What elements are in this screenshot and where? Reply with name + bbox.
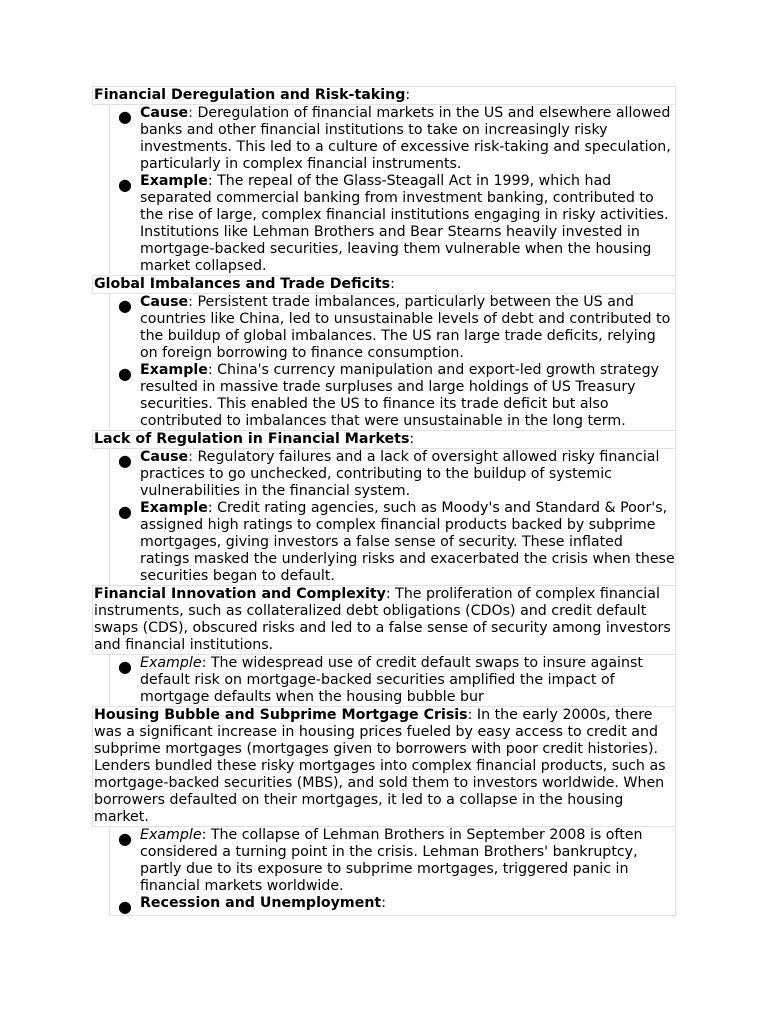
bullet-text	[140, 895, 675, 915]
bullet-dot-icon: ●	[118, 451, 132, 470]
bullet-dot-icon: ●	[118, 107, 132, 126]
section-title: Financial Deregulation and Risk-taking	[94, 87, 406, 103]
document-body	[92, 87, 676, 916]
bullet-body: : Persistent trade imbalances, particularly between the US and countries like China, led to unsustainable levels of debt and contributed to the buildup of global imbalances. The US ran large trade deficits, relying on foreign borrowing to finance consumption.	[140, 294, 671, 361]
bullet-list	[109, 448, 676, 586]
list-item	[110, 294, 675, 362]
bullet-body: : The widespread use of credit default swaps to insure against default risk on mortgage-backed securities amplified the impact of mortgage defaults when the housing bubble bur	[140, 655, 643, 705]
list-item	[110, 449, 675, 500]
bullet-body: : Credit rating agencies, such as Moody's and Standard & Poor's, assigned high ratings to complex financial products backed by subprime mortgages, giving investors a false sense of security. These inflated ratings masked the underlying risks and exacerbated the crisis when these securities began to default.	[140, 500, 675, 584]
list-item	[110, 362, 675, 430]
list-item	[110, 173, 675, 275]
bullet-dot-icon: ●	[118, 657, 132, 676]
section-heading	[92, 275, 676, 294]
section-intro: : In the early 2000s, there was a significant increase in housing prices fueled by easy access to credit and subprime mortgages (mortgages given to borrowers with poor credit histories). Lenders bundled these risky mortgages into complex financial products, such as mortgage-backed securities (MBS), and sold them to investors worldwide. When borrowers defaulted on their mortgages, it led to a collapse in the housing market.	[94, 707, 666, 825]
section-intro: : The proliferation of complex financial instruments, such as collateralized debt obligations (CDOs) and credit default swaps (CDS), obscured risks and led to a false sense of security among investors and financial institutions.	[94, 586, 671, 653]
section-title-suffix: :	[405, 87, 411, 103]
bullet-label: Example	[140, 173, 208, 189]
bullet-dot-icon: ●	[118, 175, 132, 194]
bullet-text	[140, 449, 675, 500]
bullet-body: :	[381, 895, 386, 911]
bullet-label: Recession and Unemployment	[140, 895, 382, 911]
section-heading	[92, 706, 676, 827]
section-title: Global Imbalances and Trade Deficits	[94, 276, 391, 292]
section-title: Financial Innovation and Complexity	[94, 586, 386, 602]
bullet-body: : Regulatory failures and a lack of oversight allowed risky financial practices to go unchecked, contributing to the buildup of systemic vulnerabilities in the financial system.	[140, 449, 660, 499]
bullet-text	[140, 173, 675, 275]
bullet-text	[140, 827, 675, 895]
bullet-text	[140, 655, 675, 706]
bullet-text	[140, 362, 675, 430]
bullet-list	[109, 293, 676, 431]
section-title-suffix: :	[390, 276, 395, 292]
section-title: Housing Bubble and Subprime Mortgage Crisis	[94, 707, 468, 723]
section-heading	[92, 430, 676, 449]
bullet-list	[109, 654, 676, 707]
bullet-dot-icon: ●	[118, 364, 132, 383]
bullet-label: Example	[140, 827, 202, 843]
bullet-dot-icon: ●	[118, 829, 132, 848]
bullet-label: Example	[140, 655, 202, 671]
bullet-dot-icon: ●	[118, 296, 132, 315]
bullet-body: : The repeal of the Glass-Steagall Act in 1999, which had separated commercial banking from investment banking, contributed to the rise of large, complex financial institutions engaging in risky activities. Institutions like Lehman Brothers and Bear Stearns heavily invested in mortgage-backed securities, leaving them vulnerable when the housing market collapsed.	[140, 173, 669, 274]
bullet-text	[140, 500, 675, 585]
bullet-label: Cause	[140, 105, 189, 121]
section-heading	[92, 86, 676, 105]
bullet-body: : China's currency manipulation and export-led growth strategy resulted in massive trade surpluses and large holdings of US Treasury securities. This enabled the US to finance its trade deficit but also contributed to imbalances that were unsustainable in the long term.	[140, 362, 660, 429]
bullet-body: : Deregulation of financial markets in the US and elsewhere allowed banks and other financial institutions to take on increasingly risky investments. This led to a culture of excessive risk-taking and speculation, particularly in complex financial instruments.	[140, 105, 671, 172]
section-title-suffix: :	[409, 431, 415, 447]
bullet-label: Example	[140, 362, 208, 378]
bullet-text	[140, 105, 675, 173]
bullet-list	[109, 104, 676, 276]
list-item	[110, 500, 675, 585]
bullet-text	[140, 294, 675, 362]
section-heading	[92, 585, 676, 655]
list-item	[110, 655, 675, 706]
bullet-label: Example	[140, 500, 208, 516]
section-title: Lack of Regulation in Financial Markets	[94, 431, 410, 447]
bullet-label: Cause	[140, 294, 189, 310]
bullet-list	[109, 826, 676, 916]
bullet-body: : The collapse of Lehman Brothers in September 2008 is often considered a turning point in the crisis. Lehman Brothers' bankruptcy, partly due to its exposure to subprime mortgages, triggered panic in financial markets worldwide.	[140, 827, 643, 894]
bullet-dot-icon: ●	[118, 502, 132, 521]
list-item	[110, 105, 675, 173]
list-item	[110, 895, 675, 915]
list-item	[110, 827, 675, 895]
bullet-dot-icon: ●	[118, 897, 132, 916]
bullet-label: Cause	[140, 449, 189, 465]
